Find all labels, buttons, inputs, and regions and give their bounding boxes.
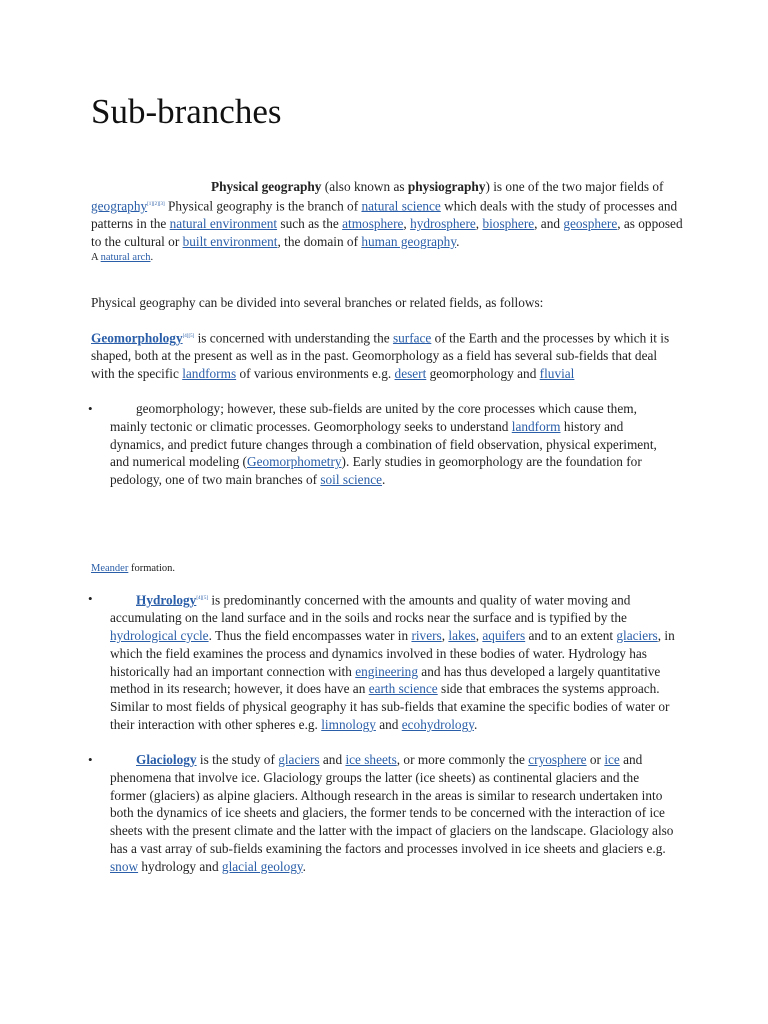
link-earth-science[interactable]: earth science — [368, 681, 438, 697]
link-rivers[interactable]: rivers — [411, 628, 442, 644]
image-caption-meander: Meander formation. — [91, 563, 175, 574]
link-hydrology[interactable]: Hydrology — [136, 592, 197, 608]
link-hydrological-cycle[interactable]: hydrological cycle — [110, 628, 209, 644]
link-fluvial[interactable]: fluvial — [539, 366, 575, 382]
link-built-environment[interactable]: built environment — [182, 233, 278, 249]
reference-link[interactable]: [1][2][3] — [147, 201, 165, 207]
link-atmosphere[interactable]: atmosphere — [342, 216, 404, 232]
link-natural-environment[interactable]: natural environment — [169, 216, 278, 232]
link-meander[interactable]: Meander — [91, 563, 129, 574]
link-hydrosphere[interactable]: hydrosphere — [410, 216, 476, 232]
link-ice-sheets[interactable]: ice sheets — [345, 752, 397, 767]
link-geosphere[interactable]: geosphere — [563, 216, 618, 232]
link-geomorphology[interactable]: Geomorphology — [91, 330, 183, 346]
link-glacial-geology[interactable]: glacial geology — [221, 858, 303, 874]
link-lakes[interactable]: lakes — [448, 628, 476, 644]
reference-link[interactable]: [4][5] — [196, 596, 209, 601]
link-snow[interactable]: snow — [110, 858, 139, 874]
link-cryosphere[interactable]: cryosphere — [528, 752, 587, 767]
link-natural-science[interactable]: natural science — [361, 198, 441, 214]
link-glaciers[interactable]: glaciers — [278, 752, 320, 767]
link-ice[interactable]: ice — [604, 752, 620, 767]
link-limnology[interactable]: limnology — [321, 717, 376, 732]
bullet: • — [88, 752, 93, 767]
intro-paragraph: Physical geography (also known as physiography) is one of the two major fields of geography[1][2][3] Physical geography is the branch of natural science which deals with the study of processes and patterns in the natural environment such as the atmosphere, hydrosphere, biosphere, and geosphere, as opposed to the cultural or built environment, the domain of human geography. A natural arch. — [91, 178, 691, 265]
term-physical-geography: Physical geography — [211, 179, 322, 194]
link-engineering[interactable]: engineering — [355, 663, 418, 679]
link-geomorphometry[interactable]: Geomorphometry — [247, 454, 342, 470]
link-aquifers[interactable]: aquifers — [482, 628, 526, 644]
link-geography[interactable]: geography — [91, 198, 148, 214]
link-soil-science[interactable]: soil science — [320, 472, 383, 488]
link-landform[interactable]: landform — [511, 418, 561, 434]
link-landforms[interactable]: landforms — [182, 366, 237, 382]
bullet: • — [88, 591, 93, 606]
link-natural-arch[interactable]: natural arch — [100, 251, 151, 263]
link-glaciology[interactable]: Glaciology — [136, 752, 197, 767]
bullet: • — [88, 401, 93, 416]
reference-link[interactable]: [4][5] — [182, 334, 195, 339]
link-ecohydrology[interactable]: ecohydrology — [401, 717, 474, 732]
image-caption-arch: A natural arch. — [91, 251, 154, 263]
link-desert[interactable]: desert — [394, 366, 427, 382]
geomorphology-paragraph: Geomorphology[4][5] is concerned with understanding the surface of the Earth and the processes by which it is shaped, both at the present as well as in the past. Geomorphology as a field has several sub-fields that deal with the specific landforms of various environments e.g. desert geomorphology and fluvial — [91, 330, 670, 382]
list-item-glaciology: • Glaciology is the study of glaciers and ice sheets, or more commonly the cryosphere or ice and phenomena that involve ice. Glaciology groups the latter (ice sheets) as continental glaciers and the former (glaciers) as alpine glaciers. Although research in the areas is similar to research undertaken into both the dynamics of ice sheets and glaciers, the former tends to be concerned with the interaction of ice sheets with the present climate and the latter with the impact of glaciers on the landscape. Glaciology also has a vast array of sub-fields examining the factors and processes involved in ice sheets and glaciers e.g. snow hydrology and glacial geology. — [88, 752, 674, 874]
list-item-hydrology: • Hydrology[4][5] is predominantly concerned with the amounts and quality of water moving and accumulating on the land surface and in the soils and rocks near the surface and is typified by the hydrological cycle. Thus the field encompasses water in rivers, lakes, aquifers and to an extent glaciers, in which the field examines the process and dynamics involved in these bodies of water. Hydrology has historically had an important connection with engineering and has thus developed a largely quantitative method in its research; however, it does have an earth science side that embraces the systems approach. Similar to most fields of physical geography it has sub-fields that examine the specific bodies of water or their interaction with other spheres e.g. limnology and ecohydrology. — [88, 591, 675, 732]
link-surface[interactable]: surface — [392, 330, 432, 346]
branches-intro-text: Physical geography can be divided into several branches or related fields, as follows: — [91, 295, 544, 310]
link-glaciers[interactable]: glaciers — [616, 628, 658, 644]
page-title: Sub-branches — [91, 92, 282, 131]
link-biosphere[interactable]: biosphere — [482, 216, 535, 232]
link-human-geography[interactable]: human geography — [361, 233, 457, 249]
term-physiography: physiography — [407, 179, 486, 194]
list-item-geomorphology: • geomorphology; however, these sub-fields are united by the core processes which cause them, mainly tectonic or climatic processes. Geomorphology seeks to understand landform history and dynamics, and predict future changes through a combination of field observation, physical experiment, and numerical modeling (Geomorphometry). Early studies in geomorphology are the foundation for pedology, one of two main branches of soil science. — [88, 401, 657, 488]
